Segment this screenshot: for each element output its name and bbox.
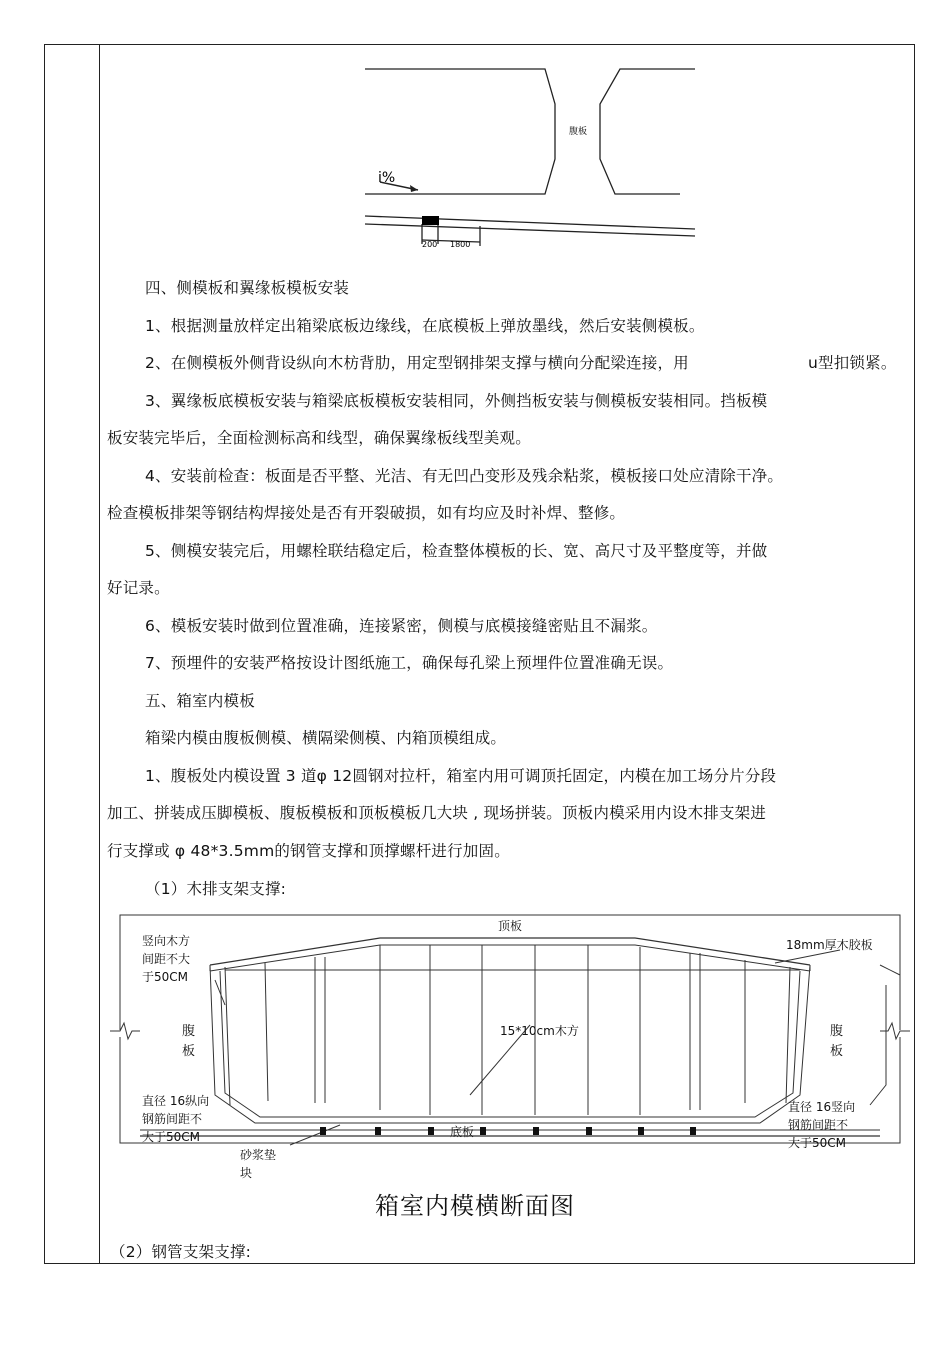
section5-sub1: （1）木排支架支撑: <box>145 880 287 898</box>
plywood-label: 18mm厚木胶板 <box>786 938 873 952</box>
web-right-label-1: 腹 <box>830 1024 844 1039</box>
section4-item4: 4、安装前检查：板面是否平整、光洁、有无凹凸变形及残余粘浆，模板接口处应清除干净。 <box>145 467 784 485</box>
section4-item4-cont: 检查模板排架等钢结构焊接处是否有开裂破损，如有均应及时补焊、整修。 <box>107 504 626 522</box>
section4-item6: 6、模板安装时做到位置准确，连接紧密，侧模与底模接缝密贴且不漏浆。 <box>145 617 658 635</box>
section-diagram-caption: 箱室内模横断面图 <box>375 1192 575 1220</box>
section5-heading: 五、箱室内模板 <box>145 692 255 710</box>
section5-intro: 箱梁内模由腹板侧模、横隔梁侧模、内箱顶模组成。 <box>145 729 507 747</box>
section5-item1-cont1: 加工、拼装成压脚模板、腹板模板和顶板模板几大块 , 现场拼装。顶板内模采用内设木排支架进 <box>107 804 767 822</box>
mortar-pad-label-2: 块 <box>240 1166 253 1180</box>
section4-item5-cont: 好记录。 <box>107 579 170 597</box>
vertical-timber-label-1: 竖向木方 <box>142 934 191 948</box>
section4-heading: 四、侧模板和翼缘板模板安装 <box>145 279 350 297</box>
section4-item3-cont: 板安装完毕后，全面检测标高和线型，确保翼缘板线型美观。 <box>107 429 531 447</box>
section4-item7: 7、预埋件的安装严格按设计图纸施工，确保每孔梁上预埋件位置准确无误。 <box>145 654 674 672</box>
section4-item5: 5、侧模安装完后，用螺栓联结稳定后，检查整体模板的长、宽、高尺寸及平整度等，并做 <box>145 542 768 560</box>
dim-200-label: 200 <box>422 240 438 249</box>
formwork-elevation-diagram <box>360 64 700 254</box>
section5-item1: 1、腹板处内模设置 3 道φ 12圆钢对拉杆，箱室内用可调顶托固定，内模在加工场分片分段 <box>145 767 777 785</box>
top-slab-label: 顶板 <box>498 919 523 933</box>
rebar-vert-label-2: 钢筋间距不 <box>788 1118 849 1132</box>
web-left-label-2: 板 <box>182 1044 196 1059</box>
section5-sub2: （2）钢管支架支撑: <box>110 1243 252 1261</box>
box-inner-formwork-section-diagram <box>110 905 910 1185</box>
rebar-long-label-1: 直径 16纵向 <box>142 1094 210 1108</box>
section5-item1-cont2: 行支撑或 φ 48*3.5mm的钢管支撑和顶撑螺杆进行加固。 <box>107 842 510 860</box>
rebar-long-label-3: 大于50CM <box>142 1130 201 1144</box>
timber-size-label: 15*10cm木方 <box>500 1024 579 1038</box>
dim-1800-label: 1800 <box>450 240 471 249</box>
table-column-divider <box>99 44 100 1264</box>
vertical-timber-label-3: 于50CM <box>142 970 189 984</box>
bottom-slab-label: 底板 <box>450 1125 475 1139</box>
section4-item1: 1、根据测量放样定出箱梁底板边缘线，在底模板上弹放墨线，然后安装侧模板。 <box>145 317 705 335</box>
section4-item3: 3、翼缘板底模板安装与箱梁底板模板安装相同，外侧挡板安装与侧模板安装相同。挡板模 <box>145 392 768 410</box>
rebar-vert-label-1: 直径 16竖向 <box>788 1100 856 1114</box>
mortar-pad-label-1: 砂浆垫 <box>240 1148 277 1162</box>
section4-item2: 2、在侧模板外侧背设纵向木枋背肋，用定型钢排架支撑与横向分配梁连接，用 <box>145 354 689 372</box>
rebar-long-label-2: 钢筋间距不 <box>142 1112 203 1126</box>
slope-label: i% <box>378 170 396 186</box>
vertical-timber-label-2: 间距不大 <box>142 952 191 966</box>
web-center-label: 腹板 <box>569 127 588 137</box>
section4-item2-tail: u型扣锁紧。 <box>808 354 897 372</box>
web-right-label-2: 板 <box>830 1044 844 1059</box>
rebar-vert-label-3: 大于50CM <box>788 1136 847 1150</box>
web-left-label-1: 腹 <box>182 1024 196 1039</box>
